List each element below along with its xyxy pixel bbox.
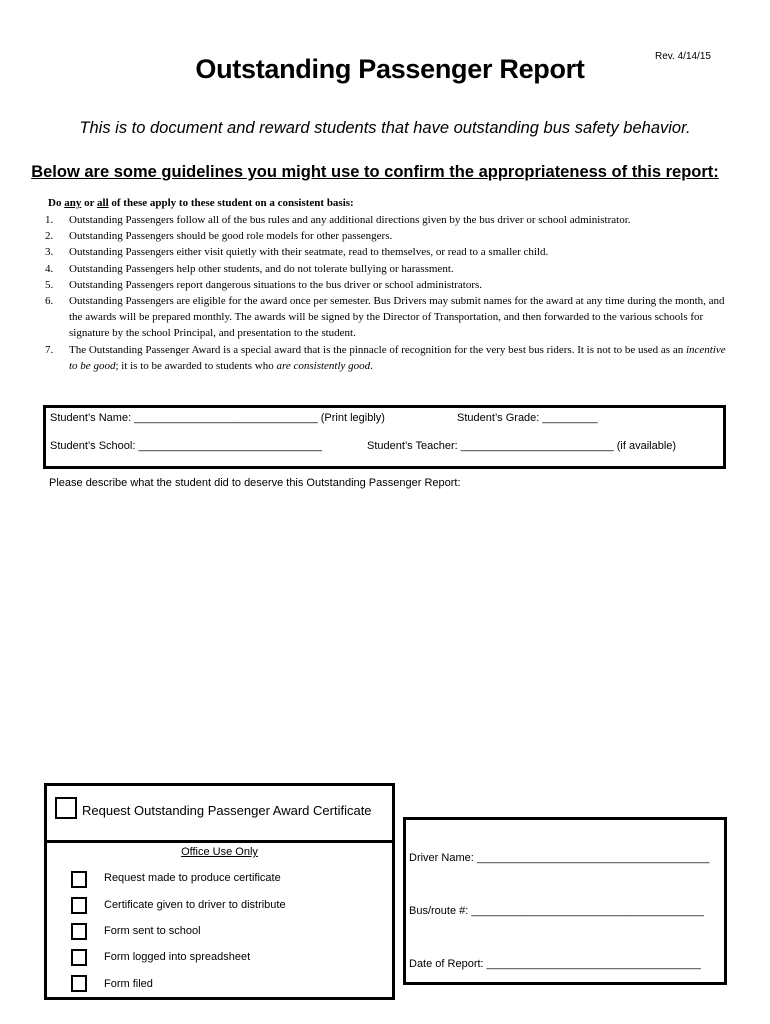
office-item-label: Request made to produce certificate: [104, 872, 281, 884]
intro-text: This is to document and reward students that have outstanding bus safety behavior.: [79, 119, 691, 137]
guideline-number: 6.: [45, 295, 54, 308]
criteria-do: Do: [48, 197, 65, 209]
guideline-number: 7.: [45, 343, 54, 356]
office-checkbox-form-filed[interactable]: [71, 975, 87, 992]
guideline-number: 2.: [45, 230, 54, 243]
student-grade-field[interactable]: Student’s Grade: _________: [457, 412, 598, 424]
guidelines-heading: Below are some guidelines you might use to confirm the appropriateness of this report:: [31, 163, 719, 181]
office-checkbox-form-sent[interactable]: [71, 923, 87, 940]
office-checkbox-form-logged[interactable]: [71, 949, 87, 966]
office-checkbox-certificate-given[interactable]: [71, 897, 87, 914]
guideline-item: [45, 212, 730, 228]
request-award-checkbox[interactable]: [55, 797, 77, 819]
guideline-number: 1.: [45, 214, 54, 226]
revision-date: Rev. 4/14/15: [655, 51, 711, 62]
office-item-label: Form logged into spreadsheet: [104, 951, 251, 963]
office-checkbox-certificate-requested[interactable]: [71, 871, 87, 888]
criteria-rest: of these apply to these student on a consistent basis:: [108, 197, 354, 209]
guideline-item: [45, 293, 730, 342]
criteria-or: or: [81, 197, 98, 209]
office-item-label: Form sent to school: [104, 925, 201, 937]
criteria-line: [48, 197, 354, 209]
guideline-number: 3.: [45, 246, 54, 259]
guideline-item: [45, 261, 730, 277]
guideline-text: Outstanding Passengers are eligible for the award once per semester. Bus Drivers may submit names for the award at any time during the month, and the awards will be prepared monthly. The awards will be signed by the Director of Transportation, and then forwarded to the various schools for signature by the school Principal, and presentation to the student.: [69, 295, 725, 340]
guideline-text: The Outstanding Passenger Award is a special award that is the pinnacle of recognition for the very best bus riders. It is not to be used as an: [69, 343, 686, 356]
description-prompt: Please describe what the student did to deserve this Outstanding Passenger Report:: [49, 477, 461, 489]
student-name-field[interactable]: Student’s Name: ______________________________ (Print legibly): [50, 412, 385, 424]
criteria-all: all: [97, 197, 109, 209]
office-use-box: [44, 840, 395, 1000]
report-date-field[interactable]: Date of Report: ___________________________________: [409, 958, 701, 970]
student-school-field[interactable]: Student’s School: ______________________________: [50, 440, 322, 452]
bus-route-field[interactable]: Bus/route #: ______________________________________: [409, 905, 704, 917]
student-teacher-field[interactable]: Student’s Teacher: _________________________ (if available): [367, 440, 677, 452]
guidelines-list: [45, 212, 730, 374]
office-use-title: Office Use Only: [181, 846, 258, 858]
guideline-item: [45, 277, 730, 293]
guideline-text: Outstanding Passengers either visit quietly with their seatmate, read to themselves, or read to a smaller child.: [69, 246, 549, 259]
request-award-label: Request Outstanding Passenger Award Certificate: [82, 803, 372, 818]
guideline-emphasis: are consistently good: [276, 359, 371, 372]
criteria-any: any: [64, 197, 82, 209]
guideline-number: 4.: [45, 262, 54, 275]
guideline-text: Outstanding Passengers help other students, and do not tolerate bullying or harassment.: [69, 262, 454, 275]
guideline-text: Outstanding Passengers report dangerous situations to the bus driver or school administrators.: [69, 278, 483, 291]
guideline-item: [45, 244, 730, 260]
guideline-text: ; it is to be awarded to students who: [115, 359, 277, 372]
office-item-label: Form filed: [104, 978, 153, 990]
office-item-label: Certificate given to driver to distribute: [104, 899, 286, 911]
guideline-text: Outstanding Passengers should be good role models for other passengers.: [69, 230, 393, 243]
page-title: Outstanding Passenger Report: [195, 54, 585, 84]
guideline-emphasis: incentive to be good: [69, 343, 726, 372]
driver-name-field[interactable]: Driver Name: ______________________________________: [409, 852, 710, 864]
guideline-number: 5.: [45, 278, 54, 291]
guideline-text: .: [370, 359, 373, 372]
guideline-item: [45, 342, 730, 374]
guideline-item: [45, 228, 730, 244]
guideline-text: Outstanding Passengers follow all of the bus rules and any additional directions given by the bus driver or school administrator.: [69, 214, 631, 226]
